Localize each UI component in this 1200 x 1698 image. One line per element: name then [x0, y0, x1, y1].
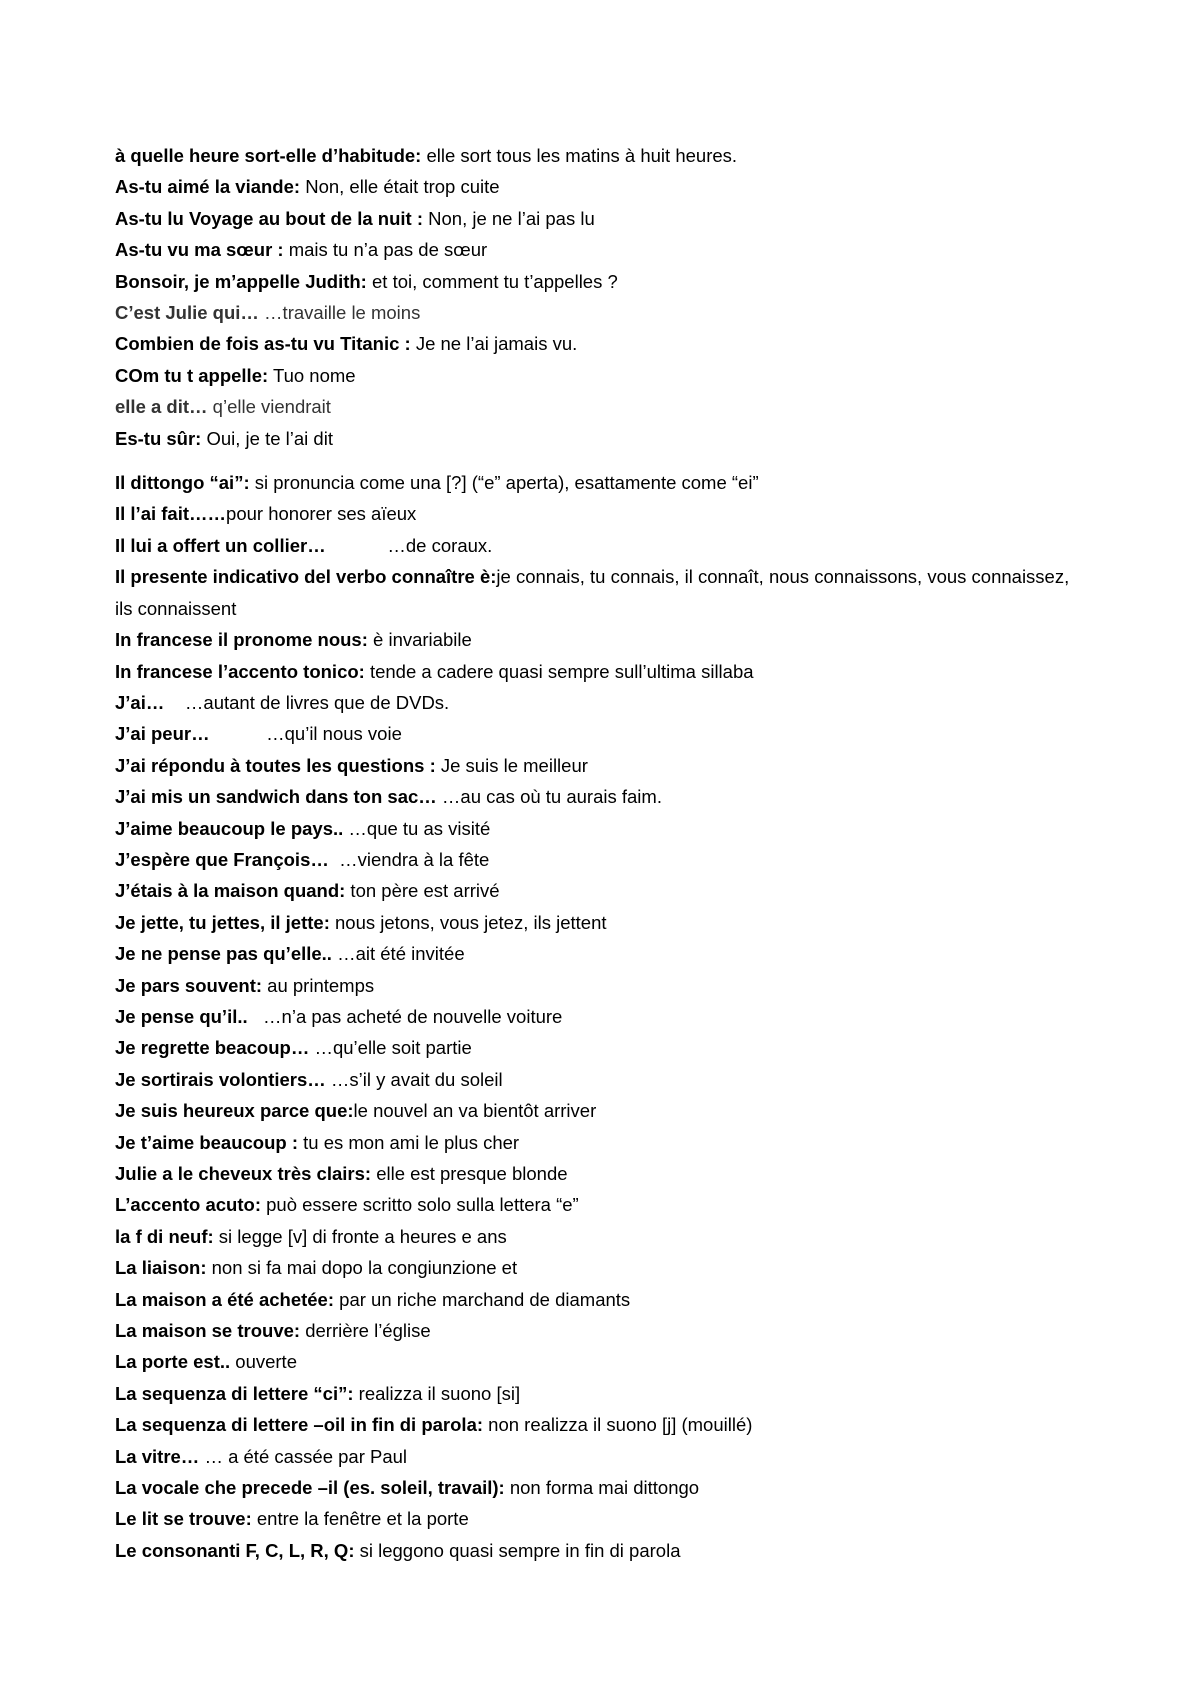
question-text: Je jette, tu jettes, il jette:	[115, 911, 330, 933]
qa-entry	[115, 750, 1075, 781]
qa-entry	[115, 781, 1075, 812]
qa-entry	[115, 1472, 1075, 1503]
document-page	[115, 140, 1075, 1566]
qa-entry	[115, 1441, 1075, 1472]
qa-entry	[115, 234, 1075, 265]
question-text: J’étais à la maison quand:	[115, 880, 346, 902]
question-text: La vocale che precede –il (es. soleil, travail):	[115, 1477, 505, 1499]
qa-block-1	[115, 140, 1075, 454]
question-text: La maison se trouve:	[115, 1320, 301, 1342]
answer-text: … a été cassée par Paul	[199, 1445, 408, 1467]
question-text: Il dittongo “ai”:	[115, 472, 250, 494]
answer-text: mais tu n’a pas de sœur	[283, 239, 488, 261]
question-text: Je suis heureux parce que:	[115, 1100, 354, 1122]
answer-text: et toi, comment tu t’appelles ?	[366, 270, 618, 292]
question-text: Le consonanti F, C, L, R, Q:	[115, 1539, 355, 1561]
answer-text: Oui, je te l’ai dit	[201, 427, 333, 449]
question-text: As-tu aimé la viande:	[115, 176, 301, 198]
answer-text: …autant de livres que de DVDs.	[164, 691, 450, 713]
qa-entry	[115, 1315, 1075, 1346]
answer-text: …que tu as visité	[343, 817, 491, 839]
question-text: As-tu vu ma sœur :	[115, 239, 284, 261]
qa-entry	[115, 687, 1075, 718]
qa-entry	[115, 624, 1075, 655]
qa-entry	[115, 1409, 1075, 1440]
answer-text: entre la fenêtre et la porte	[251, 1508, 469, 1530]
qa-entry	[115, 938, 1075, 969]
qa-block-2	[115, 467, 1075, 1566]
qa-entry	[115, 1378, 1075, 1409]
qa-entry	[115, 718, 1075, 749]
answer-text: nous jetons, vous jetez, ils jettent	[329, 911, 607, 933]
answer-text: par un riche marchand de diamants	[334, 1288, 631, 1310]
question-text: Je pars souvent:	[115, 974, 263, 996]
question-text: La liaison:	[115, 1257, 207, 1279]
qa-entry	[115, 391, 1075, 422]
answer-text: si pronuncia come una [?] (“e” aperta), esattamente come “ei”	[249, 472, 759, 494]
answer-text: ouverte	[230, 1351, 297, 1373]
answer-text: si leggono quasi sempre in fin di parola	[354, 1539, 681, 1561]
question-text: J’ai…	[115, 691, 165, 713]
answer-text: au printemps	[262, 974, 375, 996]
question-text: J’ai répondu à toutes les questions :	[115, 754, 436, 776]
qa-entry	[115, 1503, 1075, 1534]
answer-text: può essere scritto solo sulla lettera “e”	[260, 1194, 579, 1216]
question-text: Il presente indicativo del verbo connaître è:	[115, 566, 497, 588]
qa-entry	[115, 1252, 1075, 1283]
answer-text: si legge [v] di fronte a heures e ans	[213, 1225, 507, 1247]
qa-entry	[115, 297, 1075, 328]
qa-entry	[115, 328, 1075, 359]
question-text: J’ai peur…	[115, 723, 210, 745]
qa-entry	[115, 1221, 1075, 1252]
question-text: elle a dit…	[115, 396, 208, 418]
answer-text: non forma mai dittongo	[504, 1477, 700, 1499]
answer-text: …ait été invitée	[331, 943, 465, 965]
answer-text: derrière l’église	[300, 1320, 431, 1342]
qa-entry	[115, 266, 1075, 297]
qa-entry	[115, 875, 1075, 906]
answer-text: ton père est arrivé	[345, 880, 500, 902]
qa-entry	[115, 656, 1075, 687]
question-text: Es-tu sûr:	[115, 427, 202, 449]
answer-text: …qu’il nous voie	[209, 723, 402, 745]
question-text: In francese l’accento tonico:	[115, 660, 365, 682]
qa-entry	[115, 1189, 1075, 1220]
answer-text: Tuo nome	[268, 364, 356, 386]
answer-text: tu es mon ami le plus cher	[298, 1131, 520, 1153]
question-text: J’espère que François…	[115, 848, 329, 870]
answer-text: …travaille le moins	[258, 302, 421, 324]
question-text: Je sortirais volontiers…	[115, 1068, 326, 1090]
answer-text: …au cas où tu aurais faim.	[436, 786, 662, 808]
qa-entry	[115, 970, 1075, 1001]
qa-entry	[115, 1284, 1075, 1315]
answer-text: …qu’elle soit partie	[309, 1037, 472, 1059]
answer-text: non si fa mai dopo la congiunzione et	[206, 1257, 518, 1279]
question-text: la f di neuf:	[115, 1225, 214, 1247]
answer-text: Je ne l’ai jamais vu.	[410, 333, 578, 355]
qa-entry	[115, 140, 1075, 171]
qa-entry	[115, 1095, 1075, 1126]
answer-text: elle est presque blonde	[371, 1163, 568, 1184]
qa-entry	[115, 530, 1075, 561]
answer-text: elle sort tous les matins à huit heures.	[421, 145, 738, 166]
qa-entry	[115, 1064, 1075, 1095]
qa-entry	[115, 423, 1075, 454]
qa-entry	[115, 1535, 1075, 1566]
qa-entry	[115, 467, 1075, 498]
qa-entry	[115, 561, 1075, 624]
question-text: à quelle heure sort-elle d’habitude:	[115, 145, 422, 166]
question-text: Je t’aime beaucoup :	[115, 1131, 298, 1153]
answer-text: …viendra à la fête	[328, 848, 490, 870]
question-text: Le lit se trouve:	[115, 1508, 252, 1530]
answer-text: q’elle viendrait	[207, 396, 331, 418]
answer-text: realizza il suono [si]	[353, 1382, 521, 1404]
qa-entry	[115, 1032, 1075, 1063]
answer-text: Non, elle était trop cuite	[300, 176, 500, 198]
answer-text: è invariabile	[367, 629, 472, 651]
question-text: Combien de fois as-tu vu Titanic :	[115, 333, 411, 355]
question-text: In francese il pronome nous:	[115, 629, 368, 651]
question-text: La vitre…	[115, 1445, 200, 1467]
question-text: Bonsoir, je m’appelle Judith:	[115, 270, 367, 292]
answer-text: je connais, tu connais, il connaît, nous connaissons, vous connaissez, ils connaissent	[115, 566, 1075, 619]
qa-entry	[115, 1158, 1075, 1189]
qa-entry	[115, 1346, 1075, 1377]
question-text: J’ai mis un sandwich dans ton sac…	[115, 786, 437, 808]
question-text: La sequenza di lettere –oil in fin di parola:	[115, 1414, 484, 1436]
question-text: Il lui a offert un collier…	[115, 534, 326, 556]
question-text: La maison a été achetée:	[115, 1288, 335, 1310]
qa-entry	[115, 1001, 1075, 1032]
question-text: La porte est..	[115, 1351, 231, 1373]
question-text: Il l’ai fait……	[115, 503, 227, 525]
question-text: L’accento acuto:	[115, 1194, 261, 1216]
qa-entry	[115, 360, 1075, 391]
qa-entry	[115, 171, 1075, 202]
answer-text: Non, je ne l’ai pas lu	[423, 207, 595, 229]
question-text: C’est Julie qui…	[115, 302, 259, 324]
answer-text: …s’il y avait du soleil	[325, 1068, 503, 1090]
question-text: As-tu lu Voyage au bout de la nuit :	[115, 207, 423, 229]
question-text: Je regrette beacoup…	[115, 1037, 310, 1059]
answer-text: tende a cadere quasi sempre sull’ultima sillaba	[364, 660, 754, 682]
qa-entry	[115, 813, 1075, 844]
qa-entry	[115, 844, 1075, 875]
question-text: Je ne pense pas qu’elle..	[115, 943, 332, 965]
answer-text: Je suis le meilleur	[435, 754, 588, 776]
question-text: Je pense qu’il..	[115, 1005, 248, 1027]
answer-text: …n’a pas acheté de nouvelle voiture	[247, 1005, 563, 1027]
answer-text: le nouvel an va bientôt arriver	[353, 1100, 597, 1122]
question-text: Julie a le cheveux très clairs:	[115, 1163, 372, 1184]
answer-text: pour honorer ses aïeux	[226, 503, 417, 525]
qa-entry	[115, 1127, 1075, 1158]
qa-entry	[115, 498, 1075, 529]
question-text: COm tu t appelle:	[115, 364, 269, 386]
answer-text: …de coraux.	[325, 534, 493, 556]
qa-entry	[115, 907, 1075, 938]
question-text: J’aime beaucoup le pays..	[115, 817, 344, 839]
qa-entry	[115, 203, 1075, 234]
question-text: La sequenza di lettere “ci”:	[115, 1382, 354, 1404]
answer-text: non realizza il suono [j] (mouillé)	[483, 1414, 753, 1436]
